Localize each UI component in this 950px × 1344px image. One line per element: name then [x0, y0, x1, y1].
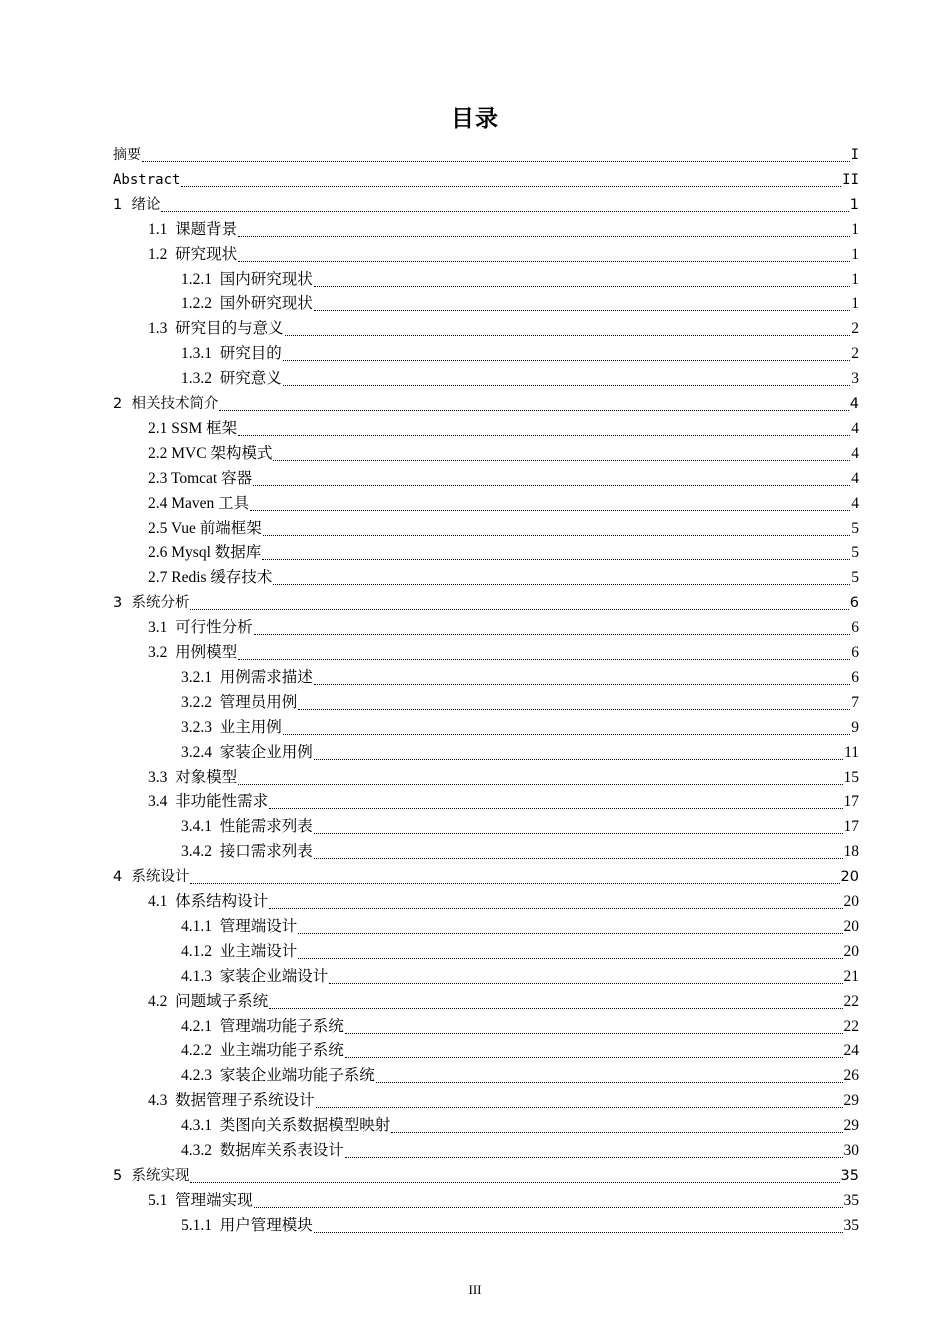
toc-entry[interactable] — [148, 1187, 859, 1211]
toc-entry-label: 3.4.1 性能需求列表 — [181, 818, 313, 836]
dot-leader — [316, 1105, 843, 1108]
dot-leader — [190, 881, 839, 884]
toc-entry-label: 5 系统实现 — [113, 1167, 190, 1184]
toc-entry-page: 24 — [843, 1042, 859, 1060]
toc-entry[interactable] — [181, 963, 859, 987]
toc-entry[interactable] — [181, 714, 859, 738]
toc-entry-label: 3 系统分析 — [113, 595, 190, 612]
toc-entry-label: 1 绪论 — [113, 196, 161, 213]
dot-leader — [250, 508, 850, 511]
toc-entry[interactable] — [181, 838, 859, 862]
dot-leader — [285, 333, 851, 336]
toc-entry-page: 17 — [843, 818, 859, 836]
toc-entry-label: 1.2.1 国内研究现状 — [181, 270, 313, 288]
toc-entry-page: 4 — [849, 396, 859, 412]
dot-leader — [314, 308, 850, 311]
dot-leader — [283, 383, 850, 386]
toc-entry[interactable] — [113, 589, 859, 613]
toc-entry-page: 6 — [851, 644, 859, 661]
toc-entry-page: 4 — [851, 494, 859, 512]
toc-entry-label: 3.2.3 业主用例 — [181, 718, 282, 736]
dot-leader — [190, 1180, 839, 1183]
dot-leader — [269, 1006, 842, 1009]
toc-entry[interactable] — [113, 166, 859, 190]
toc-entry[interactable] — [181, 266, 859, 290]
toc-entry-label: 4.2.1 管理端功能子系统 — [181, 1017, 344, 1035]
toc-entry[interactable] — [148, 216, 859, 240]
dot-leader — [262, 557, 850, 560]
toc-entry-label: 1.2.2 国外研究现状 — [181, 295, 313, 313]
toc-entry-label: 4.1 体系结构设计 — [148, 893, 269, 910]
dot-leader — [238, 259, 850, 262]
dot-leader — [263, 533, 851, 536]
toc-entry-label: 3.2.2 管理员用例 — [181, 693, 298, 711]
toc-entry-label: 1.3 研究目的与意义 — [148, 320, 284, 338]
toc-entry-label: 4.1.2 业主端设计 — [181, 942, 298, 960]
dot-leader — [314, 284, 850, 287]
toc-entry-page: 29 — [843, 1117, 859, 1135]
toc-entry-label: 3.1 可行性分析 — [148, 619, 253, 637]
toc-entry-label: 摘要 — [113, 147, 141, 163]
toc-entry-label: 2.5 Vue 前端框架 — [148, 519, 262, 537]
toc-entry-label: 1.2 研究现状 — [148, 245, 238, 263]
toc-entry-page: 5 — [851, 519, 859, 537]
dot-leader — [376, 1080, 843, 1083]
toc-entry[interactable] — [181, 365, 859, 389]
toc-entry-label: 1.3.1 研究目的 — [181, 345, 282, 363]
toc-entry[interactable] — [181, 938, 859, 962]
toc-entry-label: 2.7 Redis 缓存技术 — [148, 569, 273, 587]
toc-entry[interactable] — [148, 415, 859, 439]
toc-entry-page: 6 — [851, 668, 859, 686]
toc-entry-page: 4 — [851, 419, 859, 437]
toc-entry-page: 11 — [844, 743, 859, 761]
toc-entry-label: 3.4.2 接口需求列表 — [181, 843, 313, 861]
toc-entry-label: 2 相关技术简介 — [113, 396, 219, 412]
toc-entry[interactable] — [148, 614, 859, 638]
toc-entry[interactable] — [181, 290, 859, 314]
toc-entry-page: I — [850, 147, 859, 163]
toc-entry-page: 22 — [843, 992, 859, 1010]
toc-entry-page: 1 — [851, 295, 859, 313]
toc-entry[interactable] — [148, 241, 859, 265]
dot-leader — [269, 906, 842, 909]
toc-entry-page: II — [842, 171, 859, 188]
toc-entry-label: 3.4 非功能性需求 — [148, 793, 269, 811]
toc-entry-label: 1.3.2 研究意义 — [181, 370, 282, 388]
toc-entry[interactable] — [181, 913, 859, 937]
toc-entry-page: 20 — [840, 869, 859, 886]
toc-entry-label: 4.2 问题域子系统 — [148, 992, 269, 1010]
toc-entry-page: 7 — [851, 693, 859, 711]
toc-entry[interactable] — [148, 888, 859, 912]
toc-entry-label: 4.3 数据管理子系统设计 — [148, 1092, 315, 1110]
toc-entry-page: 21 — [843, 967, 859, 985]
toc-entry-page: 35 — [843, 1191, 859, 1209]
dot-leader — [254, 1205, 843, 1208]
toc-entry[interactable] — [148, 1087, 859, 1111]
toc-entry[interactable] — [181, 689, 859, 713]
toc-entry[interactable] — [181, 1062, 859, 1086]
toc-entry-page: 17 — [843, 793, 859, 811]
toc-entry-label: 4 系统设计 — [113, 869, 190, 886]
toc-entry[interactable] — [148, 988, 859, 1012]
toc-entry[interactable] — [148, 465, 859, 489]
dot-leader — [345, 1155, 843, 1158]
toc-entry-label: 3.2.4 家装企业用例 — [181, 743, 313, 761]
toc-entry-page: 35 — [840, 1167, 859, 1184]
toc-entry[interactable] — [181, 1037, 859, 1061]
page-title: 目录 — [451, 106, 499, 132]
toc-entry-page: 1 — [851, 220, 859, 238]
toc-entry-label: 2.3 Tomcat 容器 — [148, 469, 253, 487]
toc-entry-page: 35 — [843, 1216, 859, 1234]
toc-entry-label: 4.3.2 数据库关系表设计 — [181, 1142, 344, 1159]
toc-entry[interactable] — [181, 1013, 859, 1037]
toc-entry-page: 4 — [851, 444, 859, 462]
toc-entry-page: 20 — [843, 942, 859, 960]
dot-leader — [298, 956, 842, 959]
toc-entry-page: 1 — [851, 245, 859, 263]
dot-leader — [238, 433, 850, 436]
toc-entry[interactable] — [181, 340, 859, 364]
toc-entry[interactable] — [113, 1162, 859, 1186]
dot-leader — [283, 732, 850, 735]
toc-entry[interactable] — [181, 813, 859, 837]
dot-leader — [329, 981, 842, 984]
toc-entry-label: 2.4 Maven 工具 — [148, 494, 250, 512]
page-number-footer: III — [468, 1282, 482, 1297]
toc-entry[interactable] — [148, 440, 859, 464]
toc-entry-label: 2.6 Mysql 数据库 — [148, 544, 262, 562]
toc-entry-label: 4.2.3 家装企业端功能子系统 — [181, 1067, 375, 1085]
dot-leader — [190, 607, 848, 610]
toc-entry-page: 30 — [843, 1142, 859, 1159]
dot-leader — [273, 458, 850, 461]
toc-entry-page: 5 — [851, 544, 859, 562]
dot-leader — [273, 582, 850, 585]
toc-entry[interactable] — [148, 564, 859, 588]
toc-entry-label: 4.3.1 类图向关系数据模型映射 — [181, 1117, 391, 1135]
toc-entry-page: 1 — [851, 270, 859, 288]
dot-leader — [142, 159, 850, 162]
toc-entry[interactable] — [148, 788, 859, 812]
toc-entry-label: 3.2 用例模型 — [148, 644, 238, 661]
dot-leader — [238, 782, 842, 785]
dot-leader — [269, 806, 842, 809]
dot-leader — [219, 408, 848, 411]
dot-leader — [253, 483, 850, 486]
toc-entry-page: 4 — [851, 469, 859, 487]
toc-entry-page: 18 — [843, 843, 859, 861]
toc-entry-label: 5.1 管理端实现 — [148, 1191, 253, 1209]
dot-leader — [314, 1230, 843, 1233]
dot-leader — [181, 184, 841, 187]
toc-entry-page: 2 — [851, 320, 859, 338]
toc-entry-page: 3 — [851, 370, 859, 388]
toc-entry-label: 5.1.1 用户管理模块 — [181, 1216, 313, 1234]
dot-leader — [298, 707, 850, 710]
toc-entry[interactable] — [181, 1212, 859, 1236]
toc-entry[interactable] — [148, 539, 859, 563]
toc-entry[interactable] — [181, 739, 859, 763]
toc-entry-label: 3.3 对象模型 — [148, 768, 238, 786]
toc-entry[interactable] — [113, 141, 859, 165]
toc-entry[interactable] — [148, 315, 859, 339]
toc-entry[interactable] — [148, 490, 859, 514]
toc-entry[interactable] — [113, 390, 859, 414]
toc-entry-page: 20 — [843, 893, 859, 910]
toc-entry-page: 6 — [851, 619, 859, 637]
toc-entry[interactable] — [181, 1112, 859, 1136]
dot-leader — [298, 931, 842, 934]
toc-entry-label: 4.1.3 家装企业端设计 — [181, 967, 329, 985]
toc-entry[interactable] — [181, 1137, 859, 1161]
dot-leader — [391, 1130, 842, 1133]
toc-entry-page: 1 — [849, 196, 859, 213]
toc-entry-page: 26 — [843, 1067, 859, 1085]
toc-entry-page: 6 — [849, 595, 859, 612]
toc-entry-label: 1.1 课题背景 — [148, 220, 238, 238]
toc-entry-label: Abstract — [113, 171, 181, 188]
dot-leader — [314, 831, 843, 834]
toc-entry-label: 3.2.1 用例需求描述 — [181, 668, 313, 686]
toc-entry-page: 20 — [843, 917, 859, 935]
toc-entry[interactable] — [148, 515, 859, 539]
dot-leader — [314, 757, 843, 760]
dot-leader — [283, 358, 850, 361]
toc-entry-page: 2 — [851, 345, 859, 363]
dot-leader — [345, 1031, 843, 1034]
toc-entry[interactable] — [148, 639, 859, 663]
dot-leader — [238, 234, 850, 237]
toc-entry[interactable] — [181, 664, 859, 688]
toc-entry-label: 4.2.2 业主端功能子系统 — [181, 1042, 344, 1060]
toc-entry-page: 29 — [843, 1092, 859, 1110]
toc-entry-page: 5 — [851, 569, 859, 587]
dot-leader — [254, 632, 851, 635]
toc-entry[interactable] — [148, 764, 859, 788]
toc-entry-page: 22 — [843, 1017, 859, 1035]
toc-entry-page: 9 — [851, 718, 859, 736]
dot-leader — [314, 682, 850, 685]
toc-entry[interactable] — [113, 863, 859, 887]
dot-leader — [161, 209, 848, 212]
toc-entry-label: 2.2 MVC 架构模式 — [148, 444, 273, 462]
dot-leader — [345, 1055, 843, 1058]
dot-leader — [314, 856, 843, 859]
dot-leader — [238, 657, 850, 660]
toc-entry-page: 15 — [843, 768, 859, 786]
toc-entry[interactable] — [113, 191, 859, 215]
toc-entry-label: 4.1.1 管理端设计 — [181, 917, 298, 935]
toc-entry-label: 2.1 SSM 框架 — [148, 419, 238, 437]
